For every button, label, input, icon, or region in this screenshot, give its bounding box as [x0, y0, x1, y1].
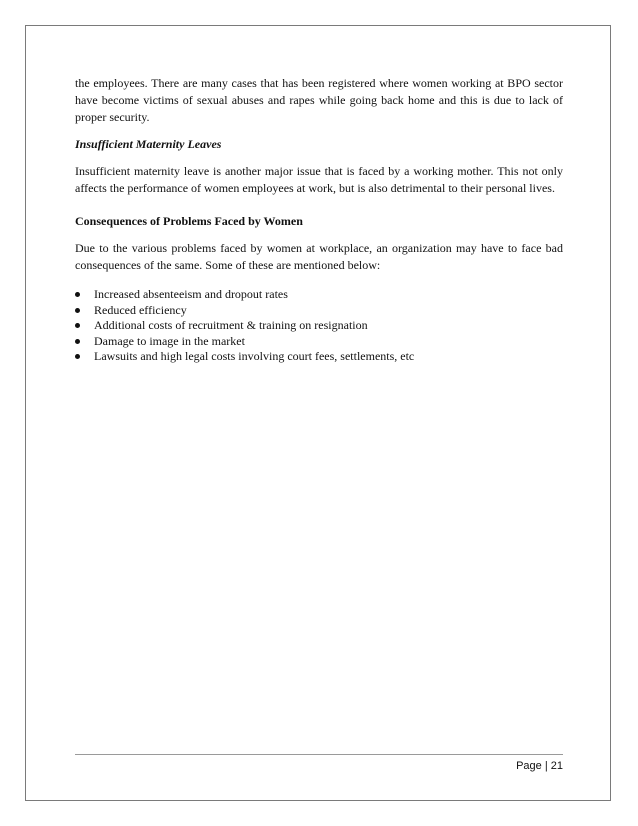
page-number: Page | 21	[516, 760, 563, 772]
consequences-paragraph: Due to the various problems faced by women at workplace, an organization may have to face bad consequences of the same. Some of these are mentioned below:	[75, 241, 563, 272]
list-item	[75, 287, 563, 303]
maternity-heading: Insufficient Maternity Leaves	[75, 137, 222, 151]
list-item	[75, 303, 563, 319]
bullet-icon	[75, 292, 80, 297]
list-item-text: Damage to image in the market	[94, 333, 245, 348]
intro-paragraph: the employees. There are many cases that has been registered where women working at BPO sector have become victims of sexual abuses and rapes while going back home and this is due to lack of proper security.	[75, 76, 563, 124]
list-item	[75, 349, 563, 365]
maternity-paragraph: Insufficient maternity leave is another major issue that is faced by a working mother. This not only affects the performance of women employees at work, but is also detrimental to their personal lives.	[75, 164, 563, 195]
consequences-list	[75, 287, 563, 365]
bullet-icon	[75, 308, 80, 313]
list-item-text: Lawsuits and high legal costs involving court fees, settlements, etc	[94, 349, 415, 363]
footer-divider	[75, 754, 563, 755]
list-item-text: Additional costs of recruitment & training on resignation	[94, 318, 368, 332]
list-item	[75, 334, 563, 350]
page-body	[75, 75, 563, 365]
consequences-heading: Consequences of Problems Faced by Women	[75, 214, 303, 228]
list-item-text: Increased absenteeism and dropout rates	[94, 287, 288, 301]
list-item	[75, 318, 563, 334]
bullet-icon	[75, 323, 80, 328]
list-item-text: Reduced efficiency	[94, 302, 187, 317]
bullet-icon	[75, 339, 80, 344]
bullet-icon	[75, 354, 80, 359]
